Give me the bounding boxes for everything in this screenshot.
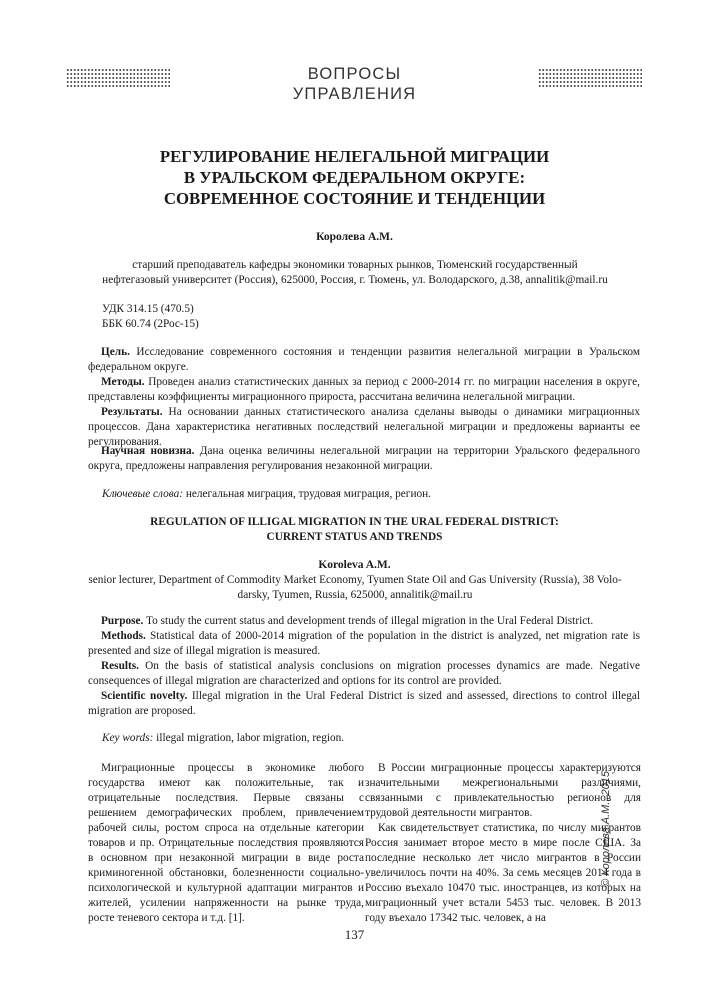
affiliation-ru-line2: нефтегазовый университет (Россия), 625000, Россия, г. Тюмень, ул. Володарского, д.38, annalitik@mail.ru — [102, 274, 608, 286]
affiliation-ru — [60, 258, 650, 288]
author-ru: Королева А.М. — [316, 231, 393, 243]
results-text-ru: На основании данных статистического анализа сделаны выводы о динамики миграционных процессов. Дана характеристика негативных последствий нелегальной миграции и предложены варианты ее регулирования. — [88, 406, 640, 448]
body-column-left — [88, 761, 364, 926]
abstract-novelty-ru — [88, 444, 640, 474]
abstract-methods-ru — [88, 375, 640, 405]
novelty-label-en: Scientific novelty. — [101, 690, 188, 702]
results-text-en: On the basis of statistical analysis conclusions on migration processes dynamics are made. Negative consequences of illegal migration are characterized and options for its control are provided. — [88, 660, 640, 687]
goal-label: Цель. — [101, 346, 130, 358]
methods-text-ru: Проведен анализ статистических данных за период с 2000-2014 гг. по миграции населения в округе, представлены коэффициенты миграционного прироста, рассчитана величина нелегальной миграции. — [88, 376, 640, 403]
results-label-ru: Результаты. — [101, 406, 163, 418]
title-en-line2: CURRENT STATUS AND TRENDS — [266, 531, 443, 543]
title-en-line1: REGULATION OF ILLIGAL MIGRATION IN THE URAL FEDERAL DISTRICT: — [150, 516, 559, 528]
classification-codes — [102, 302, 402, 332]
title-ru-line2: В УРАЛЬСКОМ ФЕДЕРАЛЬНОМ ОКРУГЕ: — [183, 168, 526, 187]
keywords-label-en: Key words: — [102, 732, 154, 744]
novelty-label-ru: Научная новизна. — [101, 445, 195, 457]
section-title-line1: ВОПРОСЫ — [307, 65, 402, 83]
abstract-results-en — [88, 659, 640, 689]
keywords-text-ru: нелегальная миграция, трудовая миграция, регион. — [183, 488, 432, 500]
article-title-ru — [0, 146, 709, 209]
affiliation-en — [60, 573, 650, 603]
udk-code: УДК 314.15 (470.5) — [102, 303, 194, 315]
methods-label-ru: Методы. — [101, 376, 145, 388]
body-paragraph: В России миграционные процессы характеризуются значительными межрегиональными различиями, связанными с привлекательностью регионов для трудовой деятельности мигрантов. — [365, 762, 641, 819]
affiliation-en-line1: senior lecturer, Department of Commodity Market Economy, Tyumen State Oil and Gas University (Russia), 38 Volo- — [88, 574, 622, 586]
purpose-label-en: Purpose. — [101, 615, 144, 627]
abstract-purpose-en — [88, 614, 640, 629]
novelty-text-ru: Дана оценка величины нелегальной миграции на территории Уральского федерального округа, предложены направления регулирования незаконной миграции. — [88, 445, 640, 472]
title-ru-line1: РЕГУЛИРОВАНИЕ НЕЛЕГАЛЬНОЙ МИГРАЦИИ — [159, 147, 550, 166]
page-number: 137 — [344, 927, 365, 942]
methods-label-en: Methods. — [101, 630, 146, 642]
bbk-code: ББК 60.74 (2Рос-15) — [102, 318, 199, 330]
affiliation-ru-line1: старший преподаватель кафедры экономики товарных рынков, Тюменский государственный — [132, 259, 578, 271]
results-label-en: Results. — [101, 660, 139, 672]
affiliation-en-line2: darsky, Tyumen, Russia, 625000, annalitik@mail.ru — [237, 589, 473, 601]
section-title-line2: УПРАВЛЕНИЯ — [292, 85, 417, 103]
methods-text-en: Statistical data of 2000-2014 migration of the population in the district is analyzed, net migration rate is presented and size of illegal migration is measured. — [88, 630, 640, 657]
title-ru-line3: СОВРЕМЕННОЕ СОСТОЯНИЕ И ТЕНДЕНЦИИ — [163, 189, 546, 208]
keywords-ru — [102, 487, 642, 502]
purpose-text-en: To study the current status and development trends of illegal migration in the Ural Federal District. — [143, 615, 594, 627]
article-title-en — [0, 515, 709, 545]
abstract-novelty-en — [88, 689, 640, 719]
body-paragraph: Как свидетельствует статистика, по числу мигрантов Россия занимает второе место в мире после США. За последние несколько лет число мигрантов в России увеличилось почти на 40%. За семь месяцев 2014 года в Россию въехало 10470 тыс. иностранцев, из которых на миграционный учет встали 5453 тыс. человек. В 2013 году въехало 17342 тыс. человек, а на — [365, 822, 641, 924]
goal-text: Исследование современного состояния и тенденции развития нелегальной миграции в Уральском федеральном округе. — [88, 346, 640, 373]
copyright-notice: © Королева А.М., 2015 — [600, 771, 612, 887]
abstract-methods-en — [88, 629, 640, 659]
body-paragraph: Миграционные процессы в экономике любого государства имеют как положительные, так и отрицательные последствия. Первые связаны с решением демографических проблем, привлечением рабочей силы, ростом спроса на отдельные категории товаров и пр. Отрицательные последствия проявляются в основном при незаконной миграции в виде роста криминогенной обстановки, болезненности социально-психологической и культурной адаптации мигрантов и жителей, усилении напряженности на рынке труда, росте теневого сектора и т.д. [1]. — [88, 762, 364, 924]
novelty-text-en: Illegal migration in the Ural Federal District is sized and assessed, directions to control illegal migration are proposed. — [88, 690, 640, 717]
author-en: Koroleva A.M. — [318, 559, 391, 571]
keywords-label-ru: Ключевые слова: — [102, 488, 184, 500]
abstract-goal-ru — [88, 345, 640, 375]
keywords-en — [102, 731, 642, 746]
keywords-text-en: illegal migration, labor migration, region. — [153, 732, 345, 744]
journal-section-title — [0, 64, 709, 104]
